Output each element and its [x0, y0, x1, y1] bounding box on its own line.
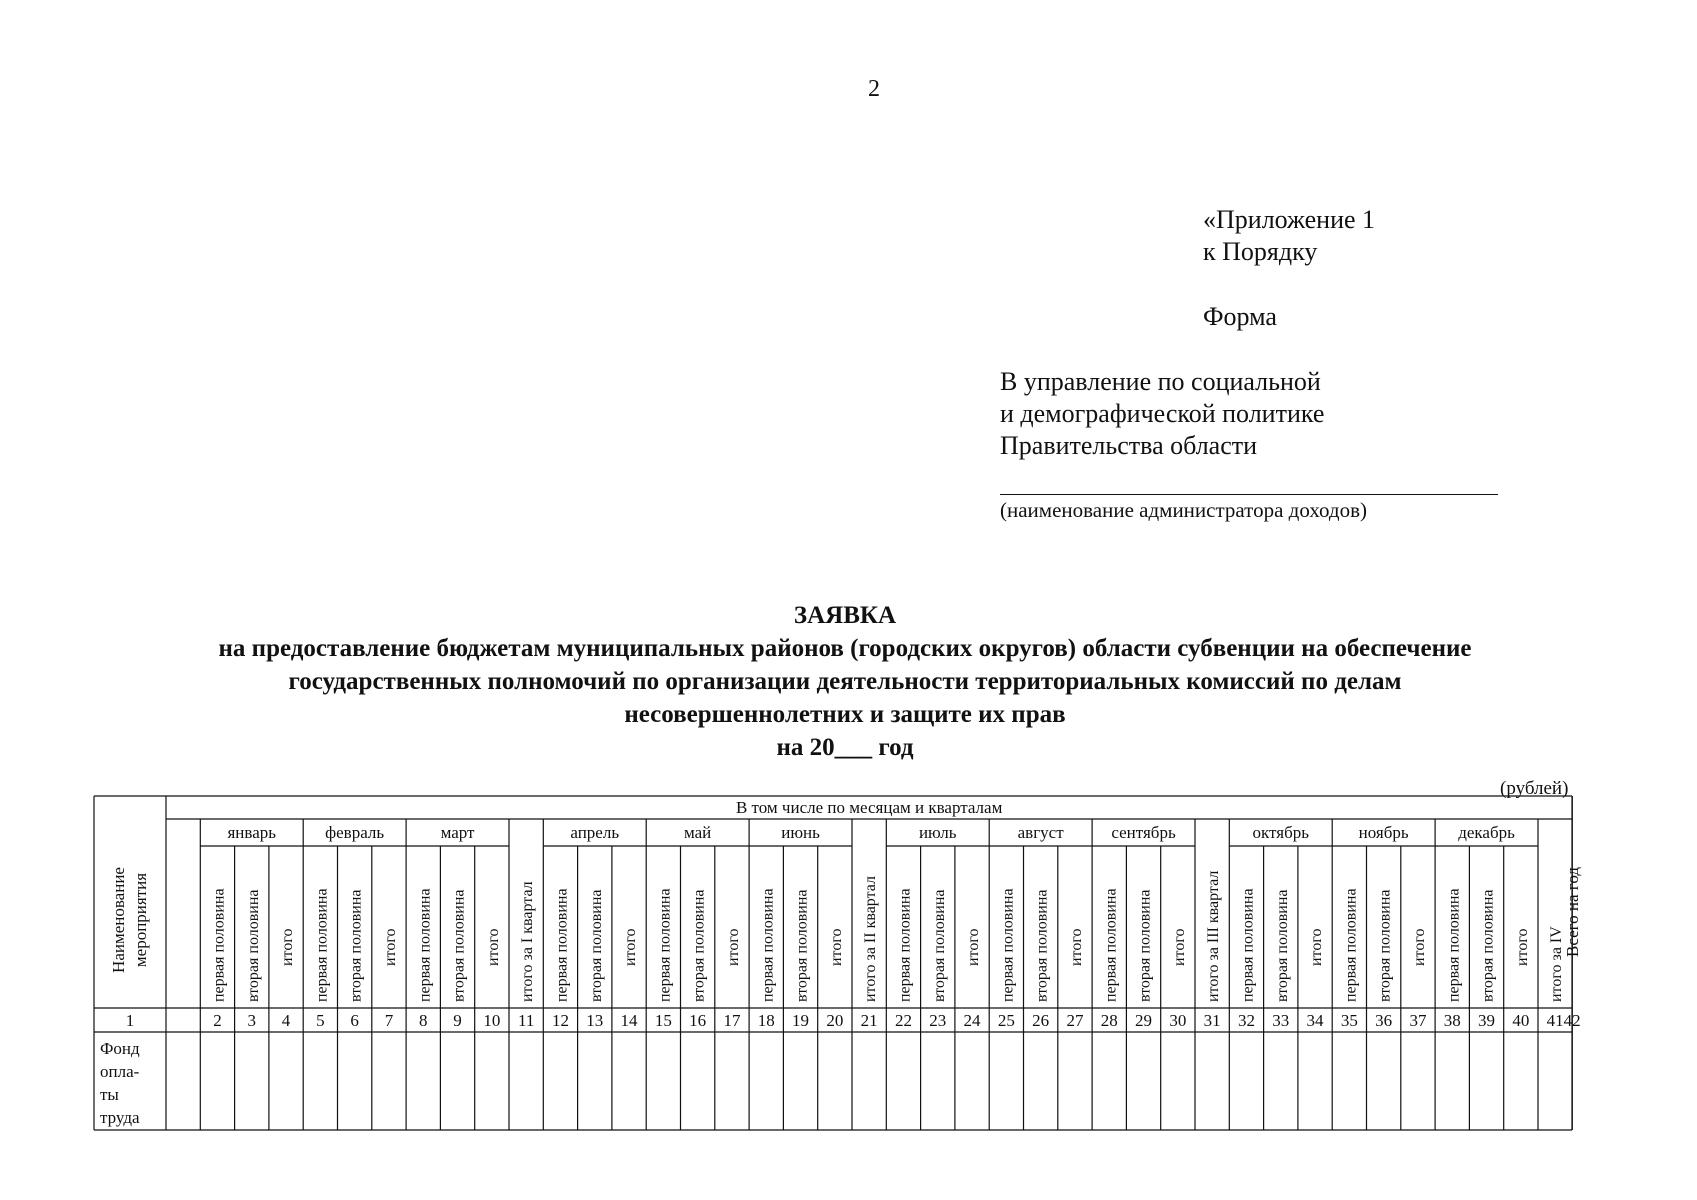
column-number-41: 41	[1546, 1011, 1564, 1030]
subcolumn-header: вторая половина	[1376, 889, 1394, 1002]
subcolumn-header: вторая половина	[244, 889, 262, 1002]
column-number-40: 40	[1512, 1011, 1530, 1030]
subcolumn-header: вторая половина	[930, 889, 948, 1002]
administrator-caption: (наименование администратора доходов)	[1000, 498, 1368, 522]
column-number-17: 17	[723, 1011, 741, 1030]
column-number-24: 24	[963, 1011, 981, 1030]
month-header-4: апрель	[570, 823, 620, 842]
subcolumn-header: вторая половина	[1479, 889, 1497, 1002]
quarter-total-header-3: итого за III квартал	[1205, 870, 1223, 1002]
subcolumn-header: первая половина	[416, 888, 434, 1002]
subcolumn-header: итого	[1410, 928, 1428, 966]
subcolumn-header: вторая половина	[1273, 889, 1291, 1002]
budget-request-table	[94, 796, 1583, 1130]
column-number-5: 5	[316, 1011, 325, 1030]
quarter-total-header-4: итого за IV	[1548, 926, 1566, 1002]
form-label: Форма	[1203, 302, 1277, 331]
row-name-line: труда	[100, 1108, 140, 1127]
quarter-total-header-1: итого за I квартал	[519, 881, 537, 1002]
column-number-10: 10	[483, 1011, 501, 1030]
month-header-5: май	[684, 823, 712, 842]
group-header: В том числе по месяцам и кварталам	[735, 798, 1003, 817]
column-number-36: 36	[1375, 1011, 1393, 1030]
column-number-30: 30	[1169, 1011, 1187, 1030]
subcolumn-header: итого	[965, 928, 983, 966]
first-column-header-line-2: мероприятия	[131, 872, 150, 968]
subcolumn-header: первая половина	[896, 888, 914, 1002]
recipient-line-1: В управление по социальной	[1000, 367, 1321, 396]
column-number-29: 29	[1135, 1011, 1153, 1030]
title-line-2: государственных полномочий по организации деятельности территориальных комиссий по делам	[288, 668, 1402, 695]
column-number-12: 12	[551, 1011, 569, 1030]
subcolumn-header: первая половина	[759, 888, 777, 1002]
column-number-34: 34	[1306, 1011, 1324, 1030]
subcolumn-header: итого	[827, 928, 845, 966]
units-label: (рублей)	[1500, 778, 1569, 799]
month-header-8: август	[1017, 823, 1064, 842]
subcolumn-header: вторая половина	[347, 889, 365, 1002]
month-header-1: январь	[227, 823, 277, 842]
month-header-11: ноябрь	[1358, 823, 1409, 842]
row-name-line: опла-	[100, 1062, 140, 1081]
subcolumn-header: вторая половина	[1136, 889, 1154, 1002]
recipient-block	[1000, 366, 1324, 462]
column-number-7: 7	[384, 1011, 394, 1030]
recipient-line-3: Правительства области	[1000, 431, 1258, 460]
month-header-2: февраль	[325, 823, 385, 842]
month-header-9: сентябрь	[1111, 823, 1176, 842]
title-year-line: на 20___ год	[776, 734, 914, 761]
column-number-8: 8	[419, 1011, 428, 1030]
subcolumn-header: итого	[1067, 928, 1085, 966]
subcolumn-header: итого	[1170, 928, 1188, 966]
subcolumn-header: первая половина	[1102, 888, 1120, 1002]
column-number-6: 6	[350, 1011, 359, 1030]
column-number-16: 16	[689, 1011, 707, 1030]
subcolumn-header: итого	[724, 928, 742, 966]
subcolumn-header: итого	[484, 928, 502, 966]
column-number-4: 4	[281, 1011, 291, 1030]
month-header-7: июль	[918, 823, 957, 842]
column-number-33: 33	[1272, 1011, 1290, 1030]
subcolumn-header: вторая половина	[450, 889, 468, 1002]
column-number-26: 26	[1032, 1011, 1050, 1030]
title-line-1: на предоставление бюджетам муниципальных районов (городских округов) области субвенции на обеспечение	[218, 635, 1472, 662]
month-header-10: октябрь	[1252, 823, 1309, 842]
subcolumn-header: первая половина	[553, 888, 571, 1002]
subcolumn-header: вторая половина	[587, 889, 605, 1002]
column-number-37: 37	[1409, 1011, 1427, 1030]
subcolumn-header: вторая половина	[690, 889, 708, 1002]
row-name-line: ты	[100, 1085, 119, 1104]
subcolumn-header: первая половина	[313, 888, 331, 1002]
column-number-9: 9	[453, 1011, 462, 1030]
column-number-22: 22	[894, 1011, 912, 1030]
page-number: 2	[868, 76, 880, 102]
column-number-13: 13	[586, 1011, 604, 1030]
first-column-header-line-1: Наименование	[109, 867, 128, 973]
column-number-23: 23	[929, 1011, 947, 1030]
subcolumn-header: первая половина	[1239, 888, 1257, 1002]
column-number-19: 19	[792, 1011, 810, 1030]
title-heading: ЗАЯВКА	[793, 602, 897, 629]
subcolumn-header: итого	[622, 928, 640, 966]
title-line-3: несовершеннолетних и защите их прав	[624, 701, 1066, 728]
total-column-header: Всего на год	[1563, 866, 1583, 958]
column-number-28: 28	[1100, 1011, 1118, 1030]
subcolumn-header: итого	[381, 928, 399, 966]
column-number-14: 14	[620, 1011, 638, 1030]
column-number-18: 18	[757, 1011, 775, 1030]
column-number-3: 3	[247, 1011, 256, 1030]
document-title	[60, 599, 1630, 764]
subcolumn-header: первая половина	[1342, 888, 1360, 1002]
administrator-blank-line[interactable]	[1000, 494, 1498, 495]
month-header-12: декабрь	[1458, 823, 1515, 842]
subcolumn-header: вторая половина	[1033, 889, 1051, 1002]
column-number-42: 42	[1563, 1011, 1581, 1030]
subcolumn-header: итого	[1513, 928, 1531, 966]
subcolumn-header: первая половина	[1445, 888, 1463, 1002]
subcolumn-header: итого	[1308, 928, 1326, 966]
column-number-2: 2	[213, 1011, 222, 1030]
quarter-total-header-2: итого за II квартал	[862, 875, 880, 1002]
recipient-line-2: и демографической политике	[1000, 399, 1325, 428]
subcolumn-header: итого	[279, 928, 297, 966]
month-header-3: март	[440, 823, 475, 842]
subcolumn-header: первая половина	[999, 888, 1017, 1002]
row-name-line: Фонд	[100, 1039, 140, 1058]
column-number-11: 11	[517, 1011, 535, 1030]
month-header-6: июнь	[781, 823, 820, 842]
subcolumn-header: первая половина	[656, 888, 674, 1002]
subcolumn-header: вторая половина	[793, 889, 811, 1002]
column-number-38: 38	[1443, 1011, 1461, 1030]
column-number-31: 31	[1203, 1011, 1221, 1030]
subcolumn-header: первая половина	[210, 888, 228, 1002]
appendix-line-2: к Порядку	[1203, 237, 1318, 266]
column-number-1: 1	[125, 1011, 135, 1030]
column-number-15: 15	[654, 1011, 672, 1030]
column-number-39: 39	[1478, 1011, 1496, 1030]
column-number-27: 27	[1066, 1011, 1084, 1030]
column-number-32: 32	[1237, 1011, 1255, 1030]
appendix-reference	[1203, 204, 1375, 268]
column-number-21: 21	[860, 1011, 878, 1030]
column-number-35: 35	[1340, 1011, 1358, 1030]
appendix-line-1: «Приложение 1	[1203, 205, 1376, 234]
column-number-25: 25	[997, 1011, 1015, 1030]
column-number-20: 20	[826, 1011, 844, 1030]
